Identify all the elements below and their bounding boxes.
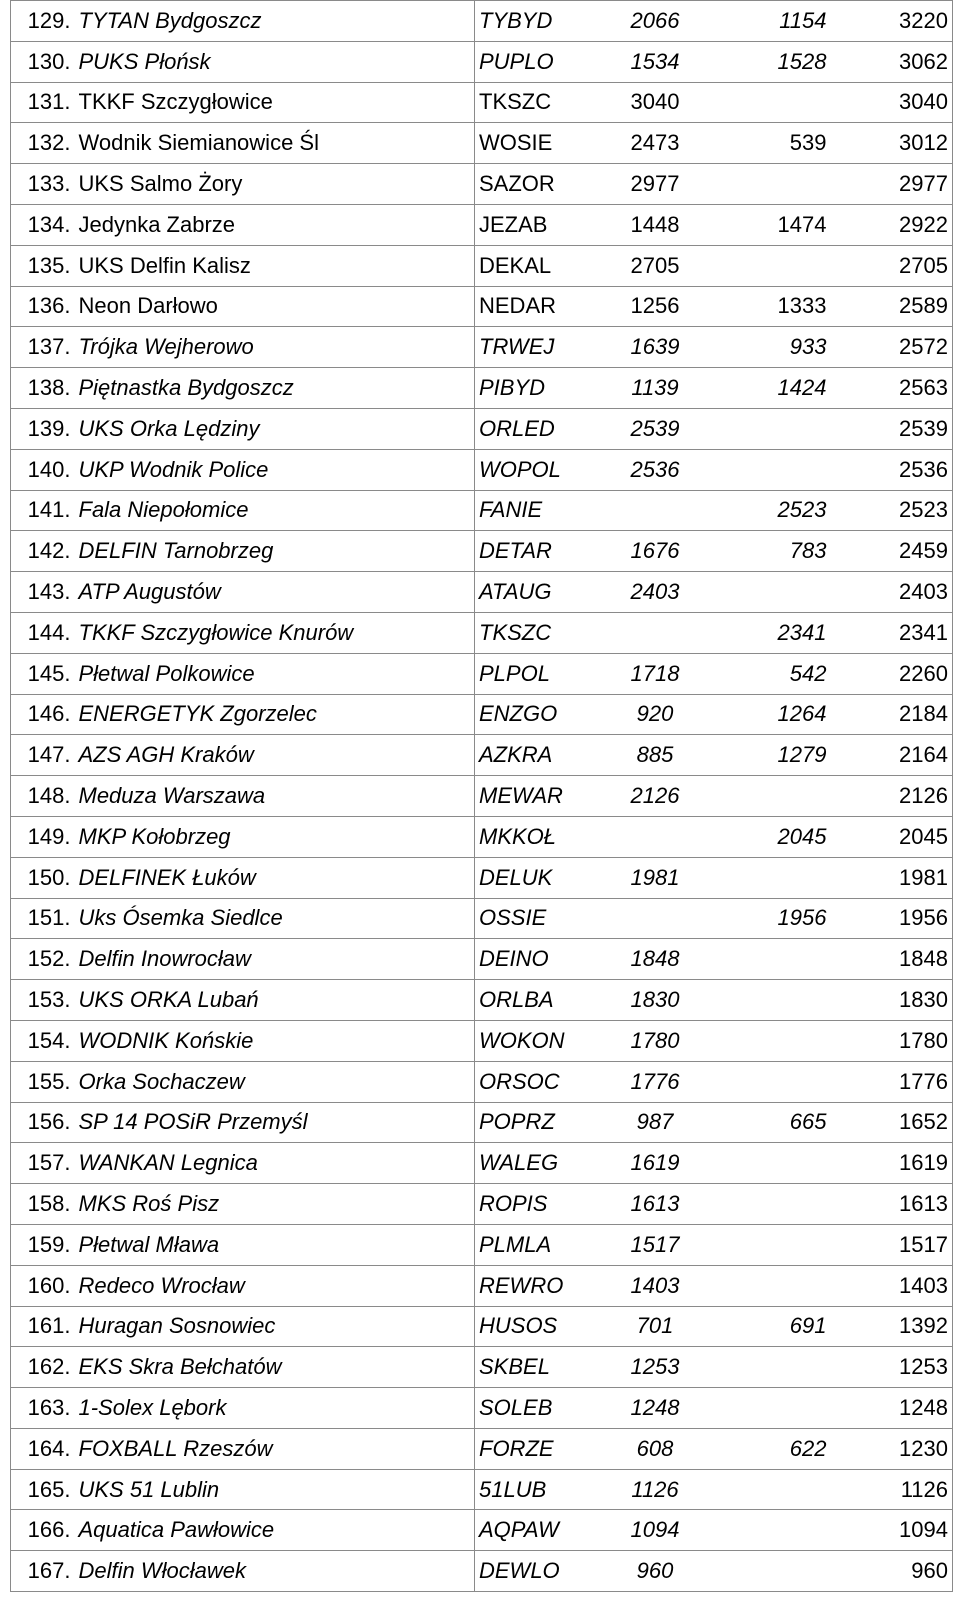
table-row xyxy=(11,1020,953,1061)
rank-cell: 130. xyxy=(11,41,75,82)
total-points-cell: 2572 xyxy=(831,327,953,368)
club-name-cell: TYTAN Bydgoszcz xyxy=(78,7,262,33)
points-b-cell xyxy=(714,1510,831,1551)
points-a-cell xyxy=(597,898,714,939)
club-name-cell: SP 14 POSiR Przemyśl xyxy=(78,1109,308,1135)
club-name-cell: UKS Salmo Żory xyxy=(78,171,243,197)
club-code-cell: 51LUB xyxy=(475,1469,597,1510)
table-row xyxy=(11,1224,953,1265)
points-a-cell: 2977 xyxy=(630,171,680,197)
points-a-cell: 608 xyxy=(636,1435,674,1461)
total-points-cell: 1403 xyxy=(831,1265,953,1306)
points-b-cell xyxy=(714,1347,831,1388)
club-code-cell: OSSIE xyxy=(475,898,597,939)
total-points-cell: 2459 xyxy=(831,531,953,572)
table-row xyxy=(11,204,953,245)
table-row xyxy=(11,857,953,898)
total-points-cell: 2403 xyxy=(831,572,953,613)
club-code-cell: ORSOC xyxy=(475,1061,597,1102)
points-b-cell: 691 xyxy=(789,1313,827,1339)
club-code-cell: ORLED xyxy=(475,408,597,449)
points-a-cell: 1094 xyxy=(630,1517,680,1543)
total-points-cell: 2045 xyxy=(831,816,953,857)
points-b-cell: 539 xyxy=(789,130,827,156)
club-name-cell: Aquatica Pawłowice xyxy=(78,1517,275,1543)
club-code-cell: TKSZC xyxy=(475,82,597,123)
points-b-cell: 665 xyxy=(789,1109,827,1135)
table-row xyxy=(11,531,953,572)
club-name-cell: UKS 51 Lublin xyxy=(78,1476,220,1502)
points-b-cell xyxy=(714,776,831,817)
points-a-cell: 3040 xyxy=(630,89,680,115)
points-a-cell: 1639 xyxy=(630,334,680,360)
rank-cell: 149. xyxy=(11,816,75,857)
rank-cell: 132. xyxy=(11,123,75,164)
rank-cell: 148. xyxy=(11,776,75,817)
points-a-cell: 1448 xyxy=(630,211,680,237)
club-name-cell: Neon Darłowo xyxy=(78,293,218,319)
total-points-cell: 2589 xyxy=(831,286,953,327)
points-b-cell xyxy=(714,1061,831,1102)
total-points-cell: 1248 xyxy=(831,1388,953,1429)
club-code-cell: MKKOŁ xyxy=(475,816,597,857)
club-name-cell: AZS AGH Kraków xyxy=(78,742,254,768)
club-code-cell: WOKON xyxy=(475,1020,597,1061)
points-b-cell: 933 xyxy=(789,334,827,360)
club-name-cell: UKP Wodnik Police xyxy=(78,456,269,482)
rank-cell: 161. xyxy=(11,1306,75,1347)
total-points-cell: 1776 xyxy=(831,1061,953,1102)
club-code-cell: DEKAL xyxy=(475,245,597,286)
total-points-cell: 2523 xyxy=(831,490,953,531)
points-a-cell: 920 xyxy=(636,701,674,727)
club-code-cell: HUSOS xyxy=(475,1306,597,1347)
points-a-cell: 2539 xyxy=(630,415,680,441)
table-row xyxy=(11,776,953,817)
points-a-cell: 987 xyxy=(636,1109,674,1135)
club-name-cell: Płetwal Mława xyxy=(78,1231,220,1257)
table-row xyxy=(11,1469,953,1510)
rank-cell: 144. xyxy=(11,612,75,653)
club-name-cell: PUKS Płońsk xyxy=(78,48,211,74)
points-a-cell xyxy=(597,490,714,531)
points-a-cell: 2403 xyxy=(630,579,680,605)
total-points-cell: 3062 xyxy=(831,41,953,82)
total-points-cell: 2126 xyxy=(831,776,953,817)
total-points-cell: 3220 xyxy=(831,1,953,42)
points-a-cell xyxy=(597,612,714,653)
rank-cell: 165. xyxy=(11,1469,75,1510)
points-a-cell: 960 xyxy=(636,1558,674,1584)
rank-cell: 135. xyxy=(11,245,75,286)
total-points-cell: 2184 xyxy=(831,694,953,735)
club-code-cell: NEDAR xyxy=(475,286,597,327)
points-a-cell: 2473 xyxy=(630,130,680,156)
club-name-cell: WANKAN Legnica xyxy=(78,1150,258,1176)
points-a-cell: 1517 xyxy=(630,1231,680,1257)
club-code-cell: DEINO xyxy=(475,939,597,980)
club-code-cell: POPRZ xyxy=(475,1102,597,1143)
table-row xyxy=(11,1347,953,1388)
table-row xyxy=(11,1061,953,1102)
points-b-cell: 622 xyxy=(789,1435,827,1461)
points-a-cell: 1780 xyxy=(630,1027,680,1053)
table-row xyxy=(11,1306,953,1347)
total-points-cell: 2705 xyxy=(831,245,953,286)
table-row xyxy=(11,286,953,327)
club-code-cell: PLPOL xyxy=(475,653,597,694)
total-points-cell: 1956 xyxy=(831,898,953,939)
rank-cell: 164. xyxy=(11,1428,75,1469)
points-b-cell: 2045 xyxy=(777,823,827,849)
club-name-cell: ENERGETYK Zgorzelec xyxy=(78,701,317,727)
club-name-cell: MKP Kołobrzeg xyxy=(78,823,231,849)
total-points-cell: 2563 xyxy=(831,368,953,409)
club-name-cell: Meduza Warszawa xyxy=(78,783,266,809)
points-b-cell: 2341 xyxy=(777,619,827,645)
points-b-cell xyxy=(714,939,831,980)
table-row xyxy=(11,572,953,613)
rank-cell: 160. xyxy=(11,1265,75,1306)
points-a-cell: 1253 xyxy=(630,1354,680,1380)
club-code-cell: ATAUG xyxy=(475,572,597,613)
club-name-cell: TKKF Szczygłowice xyxy=(78,89,273,115)
total-points-cell: 2164 xyxy=(831,735,953,776)
rank-cell: 137. xyxy=(11,327,75,368)
points-a-cell: 1718 xyxy=(630,660,680,686)
total-points-cell: 2977 xyxy=(831,164,953,205)
points-a-cell: 1126 xyxy=(631,1476,679,1502)
points-b-cell: 783 xyxy=(789,538,827,564)
club-name-cell: Orka Sochaczew xyxy=(78,1068,245,1094)
points-a-cell xyxy=(597,816,714,857)
club-code-cell: ORLBA xyxy=(475,980,597,1021)
rank-cell: 133. xyxy=(11,164,75,205)
club-code-cell: WOSIE xyxy=(475,123,597,164)
club-code-cell: DETAR xyxy=(475,531,597,572)
table-row xyxy=(11,41,953,82)
table-row xyxy=(11,1265,953,1306)
points-b-cell: 1333 xyxy=(777,293,827,319)
club-code-cell: MEWAR xyxy=(475,776,597,817)
club-code-cell: JEZAB xyxy=(475,204,597,245)
table-row xyxy=(11,1551,953,1592)
table-row xyxy=(11,612,953,653)
table-row xyxy=(11,694,953,735)
club-name-cell: DELFINEK Łuków xyxy=(78,864,256,890)
club-name-cell: Piętnastka Bydgoszcz xyxy=(78,375,294,401)
points-b-cell xyxy=(714,449,831,490)
rank-cell: 158. xyxy=(11,1184,75,1225)
rank-cell: 166. xyxy=(11,1510,75,1551)
points-b-cell xyxy=(714,245,831,286)
club-name-cell: Redeco Wrocław xyxy=(78,1272,245,1298)
rank-cell: 151. xyxy=(11,898,75,939)
club-code-cell: PIBYD xyxy=(475,368,597,409)
total-points-cell: 1981 xyxy=(831,857,953,898)
rank-cell: 152. xyxy=(11,939,75,980)
table-row xyxy=(11,1143,953,1184)
table-row xyxy=(11,123,953,164)
table-row xyxy=(11,449,953,490)
points-a-cell: 2705 xyxy=(630,252,680,278)
points-b-cell: 1956 xyxy=(777,905,827,931)
points-a-cell: 701 xyxy=(636,1313,674,1339)
table-row xyxy=(11,1510,953,1551)
table-row xyxy=(11,653,953,694)
club-code-cell: AZKRA xyxy=(475,735,597,776)
points-a-cell: 2066 xyxy=(630,7,680,33)
club-name-cell: DELFIN Tarnobrzeg xyxy=(78,538,274,564)
ranking-table xyxy=(10,0,953,1592)
total-points-cell: 960 xyxy=(831,1551,953,1592)
points-b-cell xyxy=(714,1224,831,1265)
total-points-cell: 1619 xyxy=(831,1143,953,1184)
points-a-cell: 2536 xyxy=(630,456,680,482)
club-code-cell: PUPLO xyxy=(475,41,597,82)
rank-cell: 167. xyxy=(11,1551,75,1592)
total-points-cell: 2536 xyxy=(831,449,953,490)
table-row xyxy=(11,816,953,857)
points-b-cell: 1264 xyxy=(777,701,827,727)
rank-cell: 142. xyxy=(11,531,75,572)
table-row xyxy=(11,1184,953,1225)
points-b-cell: 1474 xyxy=(777,211,827,237)
total-points-cell: 1613 xyxy=(831,1184,953,1225)
points-b-cell xyxy=(714,980,831,1021)
rank-cell: 153. xyxy=(11,980,75,1021)
club-code-cell: AQPAW xyxy=(475,1510,597,1551)
points-a-cell: 1848 xyxy=(630,946,680,972)
points-b-cell xyxy=(714,1469,831,1510)
total-points-cell: 2539 xyxy=(831,408,953,449)
total-points-cell: 1094 xyxy=(831,1510,953,1551)
table-row xyxy=(11,735,953,776)
club-code-cell: FANIE xyxy=(475,490,597,531)
rank-cell: 138. xyxy=(11,368,75,409)
club-code-cell: SOLEB xyxy=(475,1388,597,1429)
table-row xyxy=(11,82,953,123)
club-name-cell: Jedynka Zabrze xyxy=(78,211,236,237)
club-code-cell: SKBEL xyxy=(475,1347,597,1388)
club-code-cell: TKSZC xyxy=(475,612,597,653)
club-name-cell: Huragan Sosnowiec xyxy=(78,1313,276,1339)
table-row xyxy=(11,939,953,980)
club-code-cell: DEWLO xyxy=(475,1551,597,1592)
total-points-cell: 3040 xyxy=(831,82,953,123)
rank-cell: 159. xyxy=(11,1224,75,1265)
rank-cell: 157. xyxy=(11,1143,75,1184)
rank-cell: 129. xyxy=(11,1,75,42)
club-code-cell: PLMLA xyxy=(475,1224,597,1265)
club-name-cell: Uks Ósemka Siedlce xyxy=(78,905,283,931)
club-name-cell: UKS Orka Lędziny xyxy=(78,415,260,441)
table-row xyxy=(11,898,953,939)
rank-cell: 143. xyxy=(11,572,75,613)
points-b-cell xyxy=(714,1184,831,1225)
points-a-cell: 1776 xyxy=(630,1068,680,1094)
points-b-cell: 542 xyxy=(789,660,827,686)
total-points-cell: 2922 xyxy=(831,204,953,245)
points-b-cell xyxy=(714,82,831,123)
club-name-cell: UKS ORKA Lubań xyxy=(78,987,259,1013)
table-row xyxy=(11,327,953,368)
rank-cell: 163. xyxy=(11,1388,75,1429)
club-name-cell: Trójka Wejherowo xyxy=(78,334,254,360)
points-a-cell: 1248 xyxy=(630,1394,680,1420)
points-a-cell: 1830 xyxy=(630,987,680,1013)
table-row xyxy=(11,245,953,286)
total-points-cell: 1848 xyxy=(831,939,953,980)
ranking-table-body xyxy=(11,1,953,1592)
club-code-cell: ENZGO xyxy=(475,694,597,735)
club-name-cell: TKKF Szczygłowice Knurów xyxy=(78,619,354,645)
club-name-cell: Fala Niepołomice xyxy=(78,497,249,523)
club-code-cell: WOPOL xyxy=(475,449,597,490)
rank-cell: 140. xyxy=(11,449,75,490)
club-name-cell: WODNIK Końskie xyxy=(78,1027,254,1053)
rank-cell: 139. xyxy=(11,408,75,449)
rank-cell: 131. xyxy=(11,82,75,123)
club-code-cell: TRWEJ xyxy=(475,327,597,368)
points-b-cell: 1528 xyxy=(777,48,827,74)
rank-cell: 147. xyxy=(11,735,75,776)
club-name-cell: Płetwal Polkowice xyxy=(78,660,255,686)
points-b-cell: 1279 xyxy=(777,742,827,768)
points-a-cell: 885 xyxy=(636,742,674,768)
club-name-cell: 1-Solex Lębork xyxy=(78,1394,227,1420)
points-b-cell: 1424 xyxy=(777,375,827,401)
club-name-cell: Delfin Inowrocław xyxy=(78,946,251,972)
total-points-cell: 1652 xyxy=(831,1102,953,1143)
total-points-cell: 1517 xyxy=(831,1224,953,1265)
total-points-cell: 3012 xyxy=(831,123,953,164)
club-code-cell: DELUK xyxy=(475,857,597,898)
points-a-cell: 1403 xyxy=(630,1272,680,1298)
total-points-cell: 1230 xyxy=(831,1428,953,1469)
club-code-cell: FORZE xyxy=(475,1428,597,1469)
points-b-cell xyxy=(714,1020,831,1061)
points-a-cell: 1981 xyxy=(630,864,680,890)
points-b-cell xyxy=(714,572,831,613)
table-row xyxy=(11,490,953,531)
club-name-cell: EKS Skra Bełchatów xyxy=(78,1354,282,1380)
club-name-cell: Wodnik Siemianowice Śl xyxy=(78,130,319,156)
table-row xyxy=(11,408,953,449)
total-points-cell: 1830 xyxy=(831,980,953,1021)
table-row xyxy=(11,1,953,42)
club-name-cell: FOXBALL Rzeszów xyxy=(78,1435,273,1461)
points-a-cell: 1534 xyxy=(630,48,680,74)
club-name-cell: Delfin Włocławek xyxy=(78,1558,246,1584)
points-a-cell: 1619 xyxy=(630,1150,680,1176)
points-a-cell: 1256 xyxy=(630,293,680,319)
table-row xyxy=(11,1428,953,1469)
club-code-cell: REWRO xyxy=(475,1265,597,1306)
points-a-cell: 1676 xyxy=(630,538,680,564)
points-b-cell xyxy=(714,164,831,205)
table-row xyxy=(11,1388,953,1429)
club-code-cell: ROPIS xyxy=(475,1184,597,1225)
club-code-cell: SAZOR xyxy=(475,164,597,205)
points-b-cell: 2523 xyxy=(777,497,827,523)
total-points-cell: 1780 xyxy=(831,1020,953,1061)
rank-cell: 141. xyxy=(11,490,75,531)
rank-cell: 145. xyxy=(11,653,75,694)
points-a-cell: 1139 xyxy=(631,375,679,401)
club-code-cell: TYBYD xyxy=(475,1,597,42)
points-b-cell xyxy=(714,1551,831,1592)
rank-cell: 146. xyxy=(11,694,75,735)
table-row xyxy=(11,980,953,1021)
table-row xyxy=(11,368,953,409)
rank-cell: 150. xyxy=(11,857,75,898)
table-row xyxy=(11,1102,953,1143)
rank-cell: 134. xyxy=(11,204,75,245)
points-b-cell xyxy=(714,857,831,898)
rank-cell: 155. xyxy=(11,1061,75,1102)
total-points-cell: 1392 xyxy=(831,1306,953,1347)
points-b-cell xyxy=(714,408,831,449)
rank-cell: 156. xyxy=(11,1102,75,1143)
table-row xyxy=(11,164,953,205)
points-a-cell: 1613 xyxy=(630,1191,680,1216)
club-name-cell: UKS Delfin Kalisz xyxy=(78,252,251,278)
points-b-cell xyxy=(714,1143,831,1184)
rank-cell: 162. xyxy=(11,1347,75,1388)
total-points-cell: 2341 xyxy=(831,612,953,653)
points-b-cell xyxy=(714,1265,831,1306)
total-points-cell: 1253 xyxy=(831,1347,953,1388)
points-b-cell: 1154 xyxy=(779,7,827,33)
total-points-cell: 2260 xyxy=(831,653,953,694)
rank-cell: 154. xyxy=(11,1020,75,1061)
rank-cell: 136. xyxy=(11,286,75,327)
points-b-cell xyxy=(714,1388,831,1429)
club-name-cell: ATP Augustów xyxy=(78,579,221,605)
club-code-cell: WALEG xyxy=(475,1143,597,1184)
points-a-cell: 2126 xyxy=(630,783,680,809)
total-points-cell: 1126 xyxy=(831,1469,953,1510)
club-name-cell: MKS Roś Pisz xyxy=(78,1191,220,1216)
